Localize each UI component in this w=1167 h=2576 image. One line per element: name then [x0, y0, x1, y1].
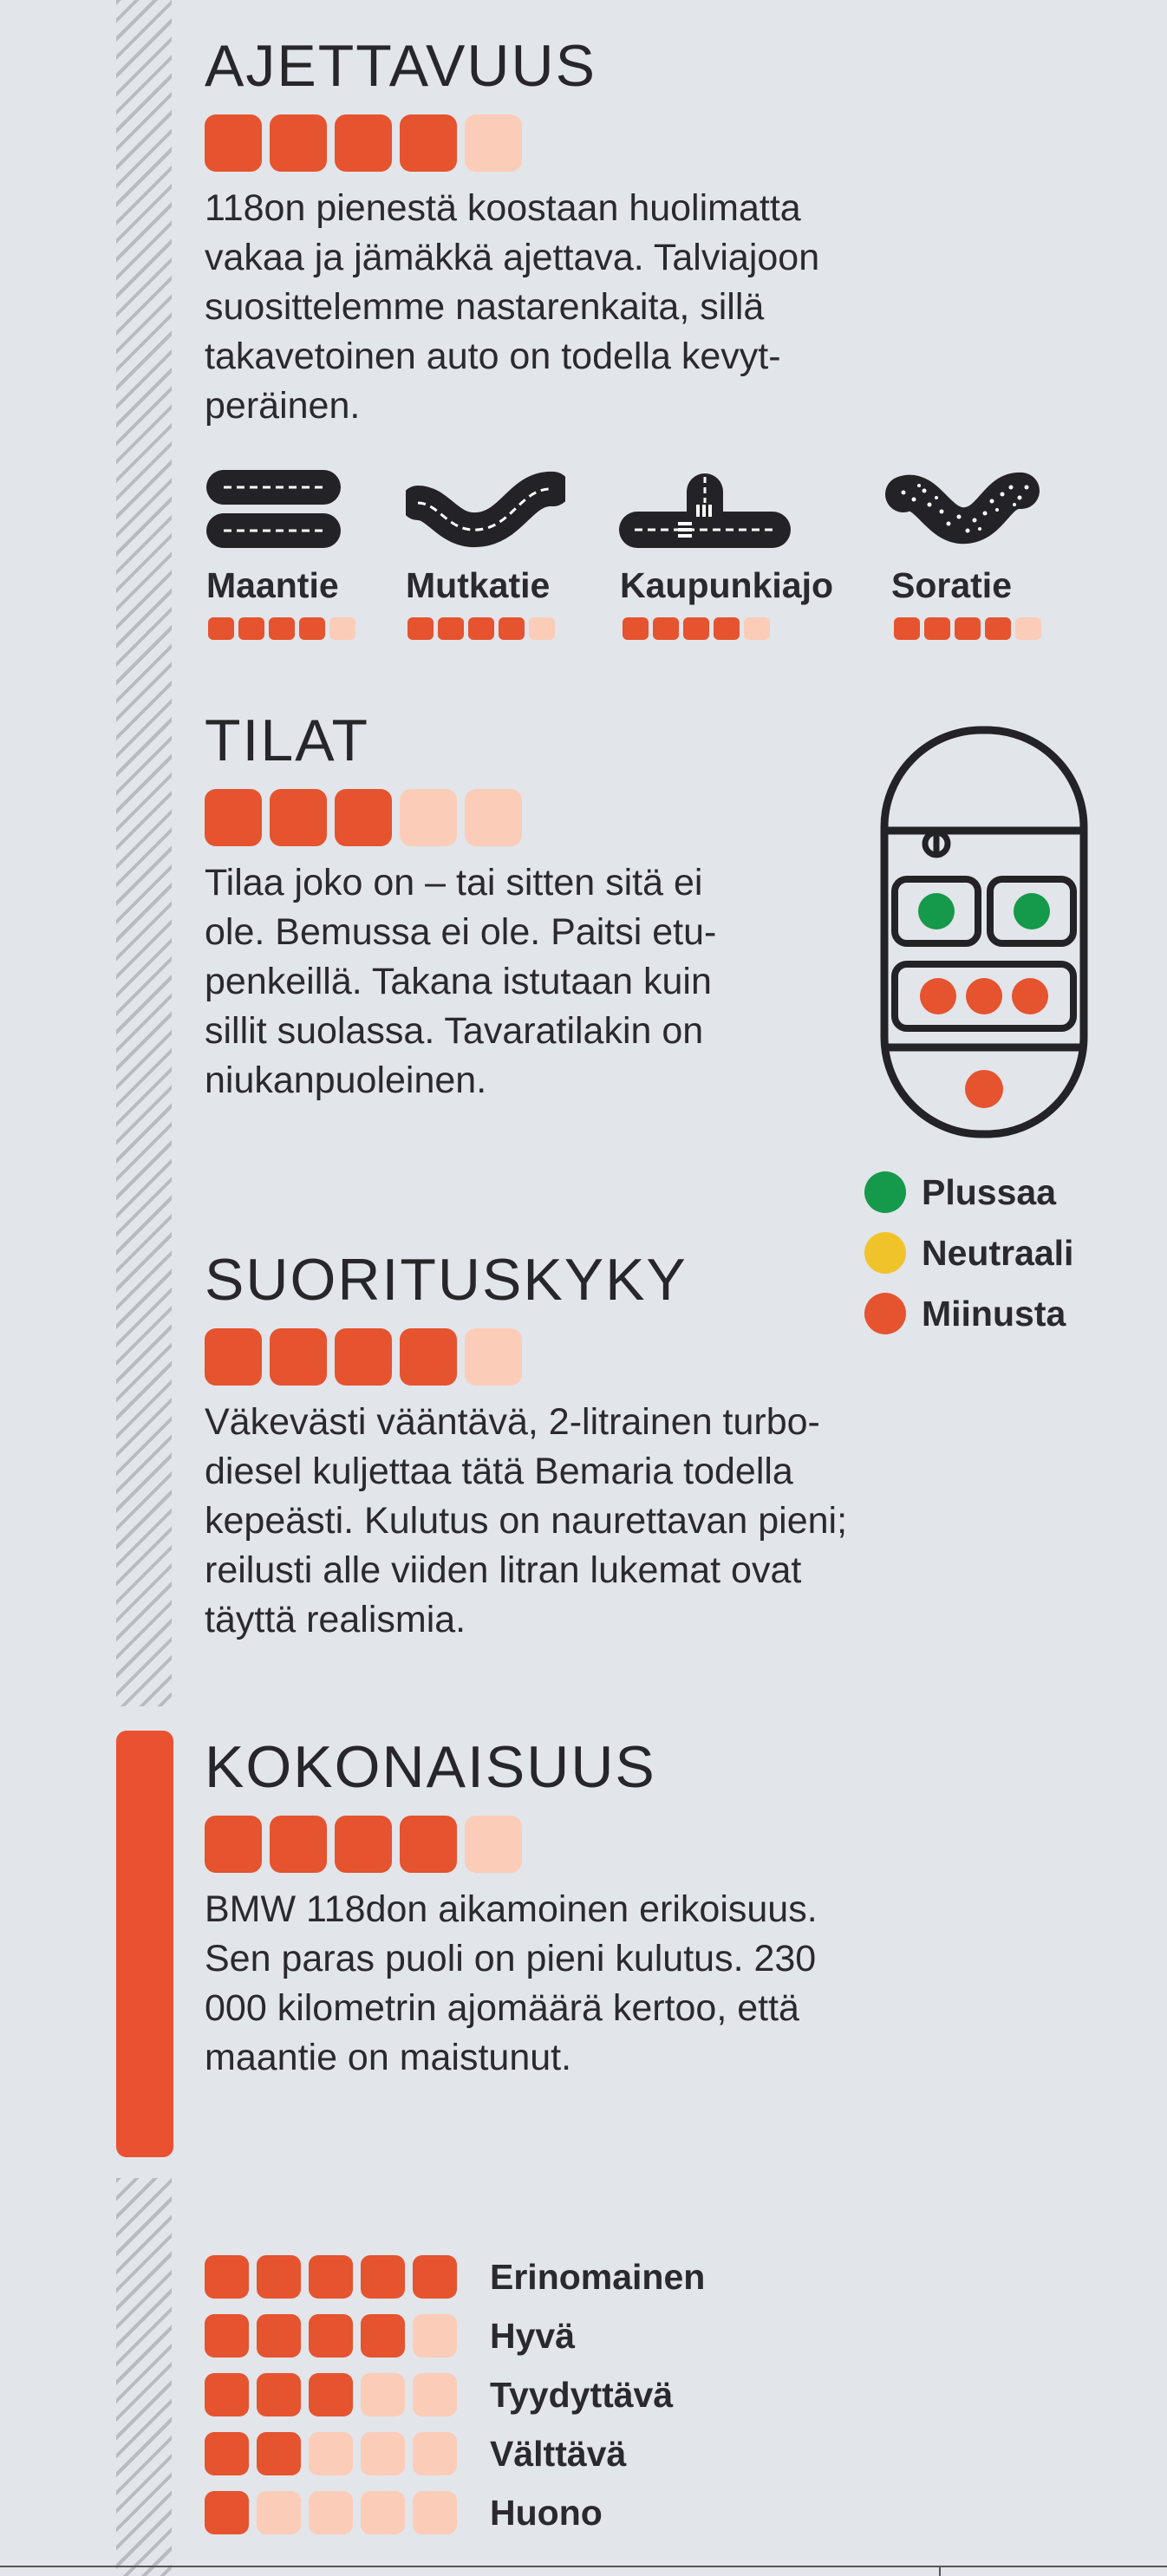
rating-square-empty — [413, 2373, 457, 2416]
rating-square-filled — [270, 789, 327, 846]
rating-square-empty — [309, 2491, 353, 2534]
road-label: Mutkatie — [406, 565, 551, 605]
rating-square-filled — [309, 2255, 353, 2299]
scale-label: Huono — [490, 2492, 603, 2533]
bottom-divider-tick — [939, 2566, 941, 2576]
section-title: TILAT — [205, 708, 370, 773]
rating-square-filled — [257, 2314, 301, 2358]
rating-square-empty — [413, 2491, 457, 2534]
section-kokonaisuus — [205, 1734, 818, 2083]
scale-row — [205, 2247, 705, 2306]
rating-square-filled — [205, 2314, 249, 2358]
road-label: Maantie — [206, 565, 339, 605]
rating-square-filled — [257, 2373, 301, 2416]
highway-icon — [205, 468, 343, 550]
road-label: Soratie — [891, 565, 1012, 605]
highlight-bar — [116, 1731, 173, 2157]
legend-dot — [864, 1293, 906, 1334]
rating-square-filled — [270, 1328, 327, 1386]
rating-square-empty — [465, 1816, 522, 1873]
winding-road-icon — [406, 468, 565, 550]
rating-square-filled — [623, 617, 649, 640]
rating-square-filled — [335, 1328, 392, 1386]
rating-square-filled — [205, 2373, 249, 2416]
legend-neutraali — [864, 1232, 1073, 1274]
road-mutkatie — [406, 468, 565, 550]
rating-square-filled — [238, 617, 264, 640]
car-seating-icon — [879, 725, 1089, 1144]
rating-square-filled — [270, 114, 327, 172]
rating-square-empty — [257, 2491, 301, 2534]
rating-square-filled — [400, 1816, 457, 1873]
rating-squares — [205, 2491, 457, 2534]
scale-label: Erinomainen — [490, 2256, 706, 2297]
legend-miinusta — [864, 1293, 1066, 1334]
hatched-stripe-bottom — [116, 2178, 172, 2576]
rating-square-filled — [335, 789, 392, 846]
rating-squares — [205, 2373, 457, 2416]
rating-square-empty — [361, 2432, 405, 2475]
scale-row — [205, 2424, 705, 2483]
rating-square-empty — [400, 789, 457, 846]
rating-squares — [205, 2255, 457, 2299]
road-maantie — [205, 468, 343, 550]
legend-label: Plussaa — [922, 1171, 1056, 1212]
scale-row — [205, 2365, 705, 2424]
rating-square-filled — [653, 617, 679, 640]
rating-square-filled — [205, 2255, 249, 2299]
rating-square-filled — [714, 617, 740, 640]
legend-plussaa — [864, 1171, 1056, 1213]
road-kaupunkiajo — [617, 468, 792, 550]
legend-dot — [864, 1171, 906, 1213]
road-rating — [208, 617, 355, 640]
section-text: BMW 118don aikamoinen erikoisuus. Sen paras puoli on pieni kulutus. 230 000 kilometrin ajomäärä kertoo, että maantie on maistunut. — [205, 1888, 818, 2078]
rating-square-empty — [1015, 617, 1041, 640]
rating-square-empty — [309, 2432, 353, 2475]
rating-square-filled — [400, 1328, 457, 1386]
rating-square-empty — [361, 2373, 405, 2416]
rating-square-filled — [335, 114, 392, 172]
rating-square-empty — [413, 2314, 457, 2358]
rating-square-filled — [924, 617, 950, 640]
rating-square-filled — [205, 2491, 249, 2534]
rating-squares — [205, 2314, 457, 2358]
rating-square-filled — [468, 617, 494, 640]
gravel-road-icon — [884, 468, 1040, 550]
section-title: SUORITUSKYKY — [205, 1247, 688, 1313]
legend-label: Miinusta — [922, 1293, 1066, 1334]
legend-label: Neutraali — [922, 1232, 1074, 1273]
rating-square-filled — [208, 617, 234, 640]
rating-square-filled — [257, 2255, 301, 2299]
rating-square-empty — [529, 617, 555, 640]
rating-square-filled — [309, 2373, 353, 2416]
section-text: Väkevästi vääntävä, 2-litrainen turbo- diesel kuljettaa tätä Bemaria todella kepeästi. Kulutus on naurettavan pieni; reilusti alle viiden litran lukemat ovat täyttä realismia. — [205, 1401, 848, 1640]
rating-square-filled — [361, 2255, 405, 2299]
city-road-icon — [617, 468, 792, 550]
road-types — [0, 468, 1167, 642]
road-soratie — [884, 468, 1040, 550]
road-label: Kaupunkiajo — [620, 565, 834, 605]
scale-label: Välttävä — [490, 2433, 627, 2474]
rating-square-empty — [413, 2432, 457, 2475]
rating-square-filled — [683, 617, 709, 640]
rating-square-filled — [205, 114, 262, 172]
rating-square-filled — [299, 617, 325, 640]
rating-squares — [205, 789, 716, 846]
section-text: 118on pienestä koostaan huolimatta vakaa ja jämäkkä ajettava. Talviajoon suosittelemme nastarenkaita, sillä takavetoinen auto on todella kevyt- peräinen. — [205, 187, 820, 427]
rating-square-filled — [269, 617, 295, 640]
rating-square-filled — [985, 617, 1011, 640]
road-rating — [623, 617, 770, 640]
rating-square-filled — [438, 617, 464, 640]
rating-square-empty — [329, 617, 355, 640]
hatched-stripe-top — [116, 0, 172, 1706]
rating-square-empty — [361, 2491, 405, 2534]
rating-square-empty — [465, 789, 522, 846]
rating-square-filled — [955, 617, 981, 640]
road-rating — [407, 617, 555, 640]
scale-label: Hyvä — [490, 2315, 576, 2356]
rating-square-filled — [407, 617, 434, 640]
rating-scale — [205, 2247, 705, 2542]
section-tilat — [205, 708, 717, 1105]
bottom-divider — [0, 2566, 1167, 2567]
legend-dot — [864, 1232, 906, 1274]
rating-square-filled — [205, 1328, 262, 1386]
rating-square-filled — [499, 617, 525, 640]
rating-square-filled — [270, 1816, 327, 1873]
scale-label: Tyydyttävä — [490, 2374, 674, 2415]
rating-square-filled — [413, 2255, 457, 2299]
rating-square-empty — [744, 617, 770, 640]
rating-square-filled — [205, 1816, 262, 1873]
section-ajettavuus — [205, 33, 820, 431]
rating-square-filled — [205, 2432, 249, 2475]
rating-squares — [205, 2432, 457, 2475]
section-title: KOKONAISUUS — [205, 1734, 656, 1800]
rating-square-filled — [205, 789, 262, 846]
rating-square-filled — [894, 617, 920, 640]
rating-square-filled — [400, 114, 457, 172]
rating-square-empty — [465, 114, 522, 172]
section-text: Tilaa joko on – tai sitten sitä ei ole. Bemussa ei ole. Paitsi etu- penkeillä. Takana istutaan kuin sillit suolassa. Tavaratilakin on niukanpuoleinen. — [205, 862, 717, 1101]
section-title: AJETTAVUUS — [205, 33, 597, 99]
rating-square-empty — [465, 1328, 522, 1386]
rating-squares — [205, 114, 819, 172]
section-suorituskyky — [205, 1247, 848, 1645]
rating-squares — [205, 1816, 818, 1873]
rating-square-filled — [335, 1816, 392, 1873]
rating-squares — [205, 1328, 847, 1386]
rating-square-filled — [361, 2314, 405, 2358]
scale-row — [205, 2483, 705, 2542]
rating-square-filled — [309, 2314, 353, 2358]
road-rating — [894, 617, 1041, 640]
rating-square-filled — [257, 2432, 301, 2475]
scale-row — [205, 2306, 705, 2365]
